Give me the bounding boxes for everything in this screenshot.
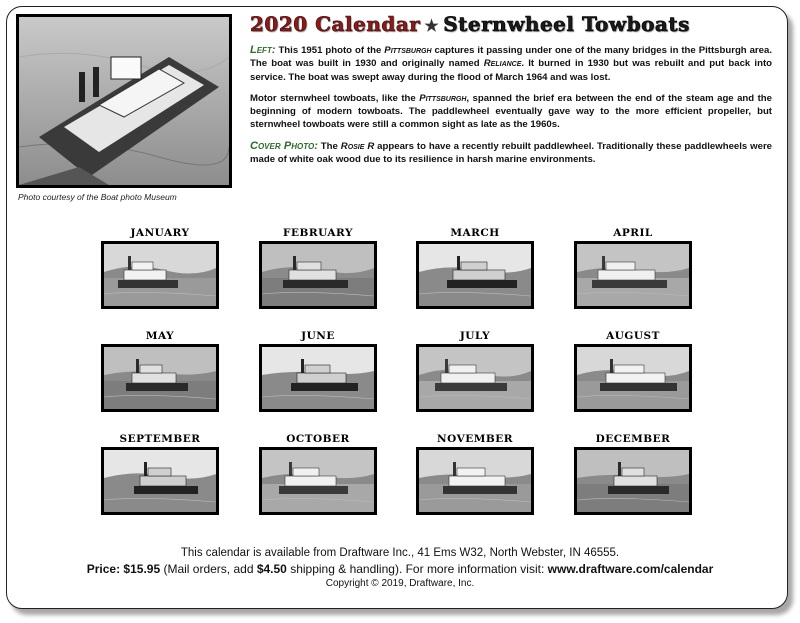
- title-subtitle: Sternwheel Towboats: [443, 12, 690, 36]
- month-september: [100, 432, 220, 515]
- month-label: MAY: [145, 330, 175, 342]
- month-photo: [416, 447, 534, 515]
- month-label: MARCH: [450, 227, 500, 239]
- month-march: [415, 226, 535, 309]
- month-april: [573, 226, 693, 309]
- month-label: DECEMBER: [595, 433, 671, 445]
- month-july: [415, 329, 535, 412]
- month-photo: [416, 241, 534, 309]
- month-photo: [574, 344, 692, 412]
- paragraph-left: Left: This 1951 photo of the Pittsburgh captures it passing under one of the many bridges in the Pittsburgh area. The boat was built in 1930 and originally named Reliance. It burned in 1930 but was rebuilt and put back into service. The boat was swept away during the flood of March 1964 and was lost.: [250, 44, 773, 83]
- month-october: [258, 432, 378, 515]
- title-year: 2020 Calendar: [250, 12, 421, 36]
- month-photo: [101, 447, 219, 515]
- availability-line: This calendar is available from Draftware Inc., 41 Ems W32, North Webster, IN 46555.: [180, 547, 620, 559]
- month-label: APRIL: [613, 227, 653, 239]
- month-may: [100, 329, 220, 412]
- month-january: [100, 226, 220, 309]
- pittsburgh-photo: [16, 14, 232, 188]
- month-photo: [416, 344, 534, 412]
- month-label: JULY: [459, 330, 491, 342]
- month-photo: [574, 241, 692, 309]
- paragraph-cover: Cover Photo: The Rosie R appears to have a recently rebuilt paddlewheel. Traditionally these paddlewheels were made of white oak wood due to its resilience in harsh marine environments.: [250, 139, 773, 166]
- star-icon: ★: [424, 16, 440, 35]
- month-june: [258, 329, 378, 412]
- copyright: Copyright © 2019, Draftware, Inc.: [325, 578, 475, 589]
- month-label: AUGUST: [606, 330, 660, 342]
- calendar-url-link[interactable]: www.draftware.com/calendar: [547, 562, 714, 576]
- month-label: NOVEMBER: [437, 433, 513, 445]
- towboat-photo-image: [19, 17, 229, 185]
- month-february: [258, 226, 378, 309]
- month-photo: [259, 447, 377, 515]
- month-photo: [574, 447, 692, 515]
- paragraph-history: Motor sternwheel towboats, like the Pittsburgh, spanned the brief era between the end of the steam age and the beginning of modern towboats. The paddlewheel eventually gave way to the more efficient propeller, but sternwheel towboats were still a common sight as late as the 1960s.: [250, 92, 772, 131]
- month-december: [573, 432, 693, 515]
- month-photo: [259, 344, 377, 412]
- description-text: [250, 44, 772, 174]
- month-photo: [101, 241, 219, 309]
- page-title: [250, 12, 770, 36]
- month-photo: [259, 241, 377, 309]
- month-label: FEBRUARY: [283, 227, 353, 239]
- price-line: Price: $15.95 (Mail orders, add $4.50 shipping & handling). For more information visit: www.draftware.com/calendar: [86, 562, 714, 576]
- month-label: OCTOBER: [286, 433, 350, 445]
- month-november: [415, 432, 535, 515]
- month-label: JANUARY: [130, 227, 190, 239]
- month-photo: [101, 344, 219, 412]
- month-label: SEPTEMBER: [119, 433, 201, 445]
- photo-caption: Photo courtesy of the Boat photo Museum: [18, 192, 177, 202]
- month-august: [573, 329, 693, 412]
- month-label: JUNE: [301, 330, 335, 342]
